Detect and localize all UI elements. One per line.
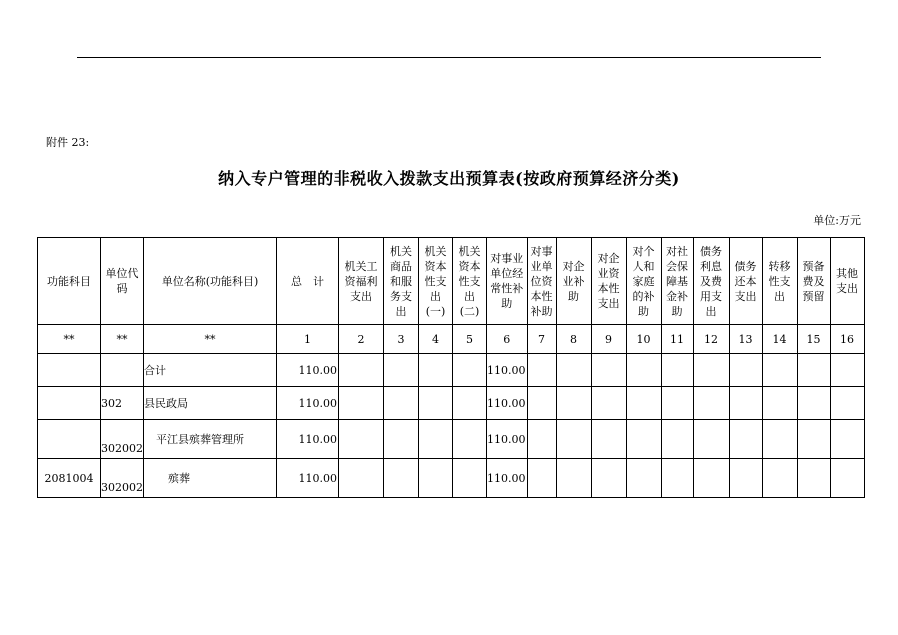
attachment-label: 附件 23: bbox=[46, 136, 90, 149]
col-number: 14 bbox=[762, 325, 797, 354]
header-line: 对企 bbox=[562, 259, 585, 273]
cell-empty bbox=[762, 459, 797, 498]
header-line: 本性 bbox=[597, 282, 620, 295]
cell-empty bbox=[693, 420, 729, 459]
header-col-2 bbox=[339, 238, 384, 325]
header-line: 还本 bbox=[734, 274, 757, 288]
header-rule bbox=[77, 57, 821, 58]
header-line: 对事 bbox=[530, 244, 553, 258]
col-number: 10 bbox=[626, 325, 661, 354]
header-col-13 bbox=[729, 238, 762, 325]
cell-empty bbox=[626, 420, 661, 459]
cell-empty bbox=[384, 459, 419, 498]
cell-empty bbox=[591, 420, 626, 459]
header-line: 和服 bbox=[390, 274, 412, 288]
cell-empty bbox=[830, 387, 864, 420]
header-line: (二) bbox=[459, 304, 480, 318]
cell-empty bbox=[419, 459, 453, 498]
cell-empty bbox=[762, 387, 797, 420]
cell-name: 合计 bbox=[144, 354, 277, 387]
column-number-row bbox=[38, 325, 865, 354]
table-row bbox=[38, 459, 865, 498]
cell-empty bbox=[830, 354, 864, 387]
header-line: 人和 bbox=[632, 259, 655, 273]
header-line: 会保 bbox=[666, 259, 688, 273]
header-line: 机关 bbox=[390, 244, 412, 258]
header-line: 出 bbox=[774, 289, 785, 303]
header-line: 家庭 bbox=[632, 274, 655, 288]
cell-empty bbox=[729, 420, 762, 459]
cell-empty bbox=[661, 387, 693, 420]
col-number: 7 bbox=[527, 325, 556, 354]
col-number: 9 bbox=[591, 325, 626, 354]
cell-empty bbox=[626, 354, 661, 387]
cell-empty bbox=[419, 354, 453, 387]
cell-empty bbox=[527, 387, 556, 420]
col-number: ** bbox=[101, 325, 144, 354]
header-line: 商品 bbox=[390, 259, 412, 273]
cell-col-6: 110.00 bbox=[487, 387, 528, 420]
cell-empty bbox=[453, 420, 487, 459]
header-line: 利息 bbox=[700, 259, 722, 273]
cell-empty bbox=[419, 387, 453, 420]
header-row bbox=[38, 238, 865, 325]
cell-empty bbox=[797, 387, 830, 420]
col-number: 16 bbox=[830, 325, 864, 354]
cell-name: 县民政局 bbox=[144, 387, 277, 420]
cell-empty bbox=[339, 354, 384, 387]
header-line: 的补 bbox=[632, 289, 655, 303]
header-col-11 bbox=[661, 238, 693, 325]
cell-empty bbox=[384, 387, 419, 420]
cell-total: 110.00 bbox=[277, 420, 339, 459]
header-line: 其他 bbox=[836, 267, 858, 280]
col-number: 2 bbox=[339, 325, 384, 354]
table-row bbox=[38, 420, 865, 459]
cell-func bbox=[38, 387, 101, 420]
cell-func bbox=[38, 420, 101, 459]
header-line: 及费 bbox=[700, 274, 722, 288]
header-line: 业单 bbox=[530, 259, 553, 273]
cell-empty bbox=[556, 459, 591, 498]
cell-func: 2081004 bbox=[38, 459, 101, 498]
header-line: 转移 bbox=[768, 259, 791, 273]
header-line: 位资 bbox=[530, 274, 553, 288]
cell-total: 110.00 bbox=[277, 459, 339, 498]
header-col-5 bbox=[453, 238, 487, 325]
cell-empty bbox=[661, 354, 693, 387]
cell-code: 302002 bbox=[101, 420, 144, 459]
cell-empty bbox=[556, 420, 591, 459]
cell-func bbox=[38, 354, 101, 387]
header-line: 对社 bbox=[666, 244, 688, 258]
cell-empty bbox=[797, 420, 830, 459]
cell-empty bbox=[762, 354, 797, 387]
cell-empty bbox=[339, 387, 384, 420]
header-line: 助 bbox=[501, 297, 513, 310]
header-line: 助 bbox=[638, 304, 649, 318]
header-line: 机关 bbox=[458, 244, 481, 258]
cell-empty bbox=[339, 459, 384, 498]
cell-code: 302002 bbox=[101, 459, 144, 498]
cell-total: 110.00 bbox=[277, 387, 339, 420]
cell-empty bbox=[830, 420, 864, 459]
col-number: 13 bbox=[729, 325, 762, 354]
header-line: 业资 bbox=[597, 267, 620, 280]
cell-col-6: 110.00 bbox=[487, 420, 528, 459]
col-number: ** bbox=[144, 325, 277, 354]
header-line: 用支 bbox=[700, 289, 722, 303]
header-line: 支出 bbox=[597, 297, 620, 310]
cell-empty bbox=[384, 354, 419, 387]
cell-empty bbox=[453, 387, 487, 420]
header-line: 业补 bbox=[562, 274, 585, 288]
header-line: 单位经 bbox=[490, 267, 524, 280]
header-line: 资本 bbox=[424, 259, 447, 273]
unit-label: 单位:万元 bbox=[813, 214, 861, 227]
header-line: 出 bbox=[705, 304, 717, 318]
header-line: 性支 bbox=[424, 274, 447, 288]
col-number: 12 bbox=[693, 325, 729, 354]
header-line: 补助 bbox=[530, 304, 553, 318]
header-col-10 bbox=[626, 238, 661, 325]
cell-code: 302 bbox=[101, 387, 144, 420]
col-number: 4 bbox=[419, 325, 453, 354]
col-number: 3 bbox=[384, 325, 419, 354]
header-line: 对事业 bbox=[490, 252, 524, 265]
cell-empty bbox=[830, 459, 864, 498]
header-line: 对个 bbox=[632, 244, 655, 258]
cell-empty bbox=[626, 387, 661, 420]
header-col-6 bbox=[487, 238, 528, 325]
header-line: 出 bbox=[395, 304, 407, 318]
header-line: 支出 bbox=[350, 289, 372, 303]
col-number: 15 bbox=[797, 325, 830, 354]
header-code-line: 码 bbox=[116, 282, 128, 295]
header-line: (一) bbox=[425, 304, 446, 318]
header-name: 单位名称(功能科目) bbox=[144, 238, 277, 325]
cell-empty bbox=[339, 420, 384, 459]
cell-empty bbox=[527, 420, 556, 459]
header-line: 助 bbox=[671, 304, 683, 318]
header-line: 预备 bbox=[802, 259, 825, 273]
table-row bbox=[38, 387, 865, 420]
cell-code bbox=[101, 354, 144, 387]
header-code bbox=[101, 238, 144, 325]
cell-empty bbox=[453, 354, 487, 387]
header-line: 助 bbox=[568, 289, 579, 303]
header-col-16 bbox=[830, 238, 864, 325]
cell-empty bbox=[661, 420, 693, 459]
header-line: 支出 bbox=[734, 289, 757, 303]
header-func: 功能科目 bbox=[38, 238, 101, 325]
header-line: 对企 bbox=[597, 252, 620, 265]
cell-empty bbox=[661, 459, 693, 498]
cell-empty bbox=[556, 354, 591, 387]
cell-empty bbox=[419, 420, 453, 459]
cell-empty bbox=[693, 459, 729, 498]
cell-empty bbox=[527, 459, 556, 498]
header-col-3 bbox=[384, 238, 419, 325]
cell-empty bbox=[729, 354, 762, 387]
header-line: 务支 bbox=[390, 289, 412, 303]
header-code-line: 单位代 bbox=[105, 267, 139, 280]
cell-empty bbox=[762, 420, 797, 459]
header-line: 债务 bbox=[700, 244, 722, 258]
header-line: 债务 bbox=[734, 259, 757, 273]
header-line: 预留 bbox=[802, 289, 825, 303]
header-line: 费及 bbox=[802, 274, 825, 288]
cell-empty bbox=[729, 387, 762, 420]
cell-empty bbox=[591, 354, 626, 387]
header-line: 性支 bbox=[768, 274, 791, 288]
header-total: 总 计 bbox=[277, 238, 339, 325]
cell-empty bbox=[591, 459, 626, 498]
header-line: 出 bbox=[464, 289, 475, 303]
header-line: 出 bbox=[430, 289, 441, 303]
header-col-4 bbox=[419, 238, 453, 325]
header-line: 资本 bbox=[458, 259, 481, 273]
header-line: 常性补 bbox=[490, 282, 524, 295]
cell-empty bbox=[693, 387, 729, 420]
header-line: 机关 bbox=[424, 244, 447, 258]
cell-name: 殡葬 bbox=[144, 459, 277, 498]
header-col-7 bbox=[527, 238, 556, 325]
page-title: 纳入专户管理的非税收入拨款支出预算表(按政府预算经济分类) bbox=[218, 169, 680, 188]
cell-empty bbox=[453, 459, 487, 498]
cell-empty bbox=[556, 387, 591, 420]
cell-empty bbox=[626, 459, 661, 498]
header-col-14 bbox=[762, 238, 797, 325]
header-line: 障基 bbox=[666, 274, 688, 288]
header-col-15 bbox=[797, 238, 830, 325]
cell-empty bbox=[384, 420, 419, 459]
header-line: 性支 bbox=[458, 274, 481, 288]
table-row bbox=[38, 354, 865, 387]
header-col-9 bbox=[591, 238, 626, 325]
cell-empty bbox=[591, 387, 626, 420]
header-line: 资福利 bbox=[344, 274, 378, 288]
cell-name: 平江县殡葬管理所 bbox=[144, 420, 277, 459]
budget-table bbox=[37, 237, 865, 498]
cell-empty bbox=[527, 354, 556, 387]
col-number: 8 bbox=[556, 325, 591, 354]
col-number: 11 bbox=[661, 325, 693, 354]
col-number: 1 bbox=[277, 325, 339, 354]
cell-total: 110.00 bbox=[277, 354, 339, 387]
col-number: 6 bbox=[487, 325, 528, 354]
header-col-8 bbox=[556, 238, 591, 325]
header-col-12 bbox=[693, 238, 729, 325]
header-line: 机关工 bbox=[344, 259, 378, 273]
cell-empty bbox=[693, 354, 729, 387]
cell-empty bbox=[797, 354, 830, 387]
cell-empty bbox=[797, 459, 830, 498]
cell-col-6: 110.00 bbox=[487, 354, 528, 387]
header-line: 金补 bbox=[666, 289, 688, 303]
cell-empty bbox=[729, 459, 762, 498]
col-number: 5 bbox=[453, 325, 487, 354]
cell-col-6: 110.00 bbox=[487, 459, 528, 498]
col-number: ** bbox=[38, 325, 101, 354]
header-line: 支出 bbox=[836, 282, 858, 295]
header-line: 本性 bbox=[530, 289, 553, 303]
